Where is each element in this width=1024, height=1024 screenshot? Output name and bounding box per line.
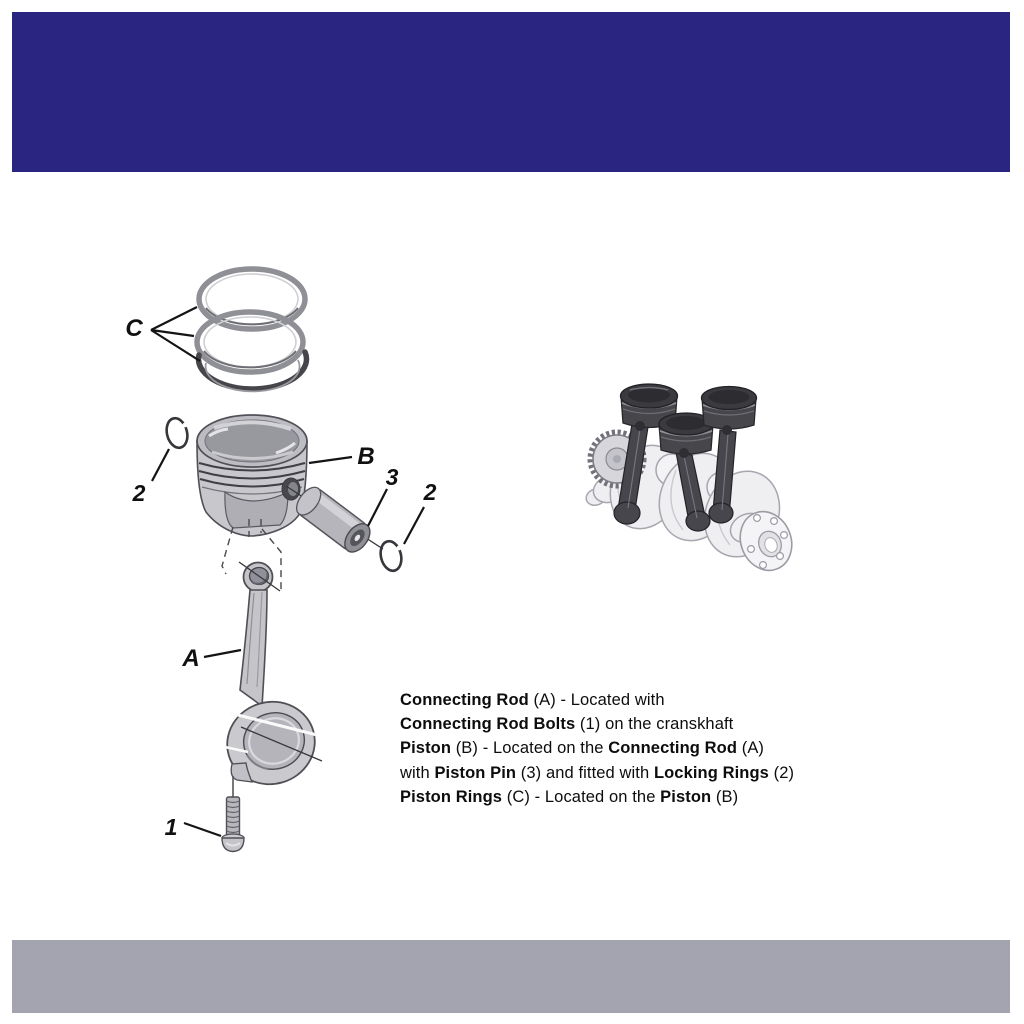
callout-piston [309,443,375,470]
part-name: Piston Rings [400,787,503,806]
description-segment: (3) and fitted with [516,763,654,782]
description-segment: (A) - Located with [528,691,665,709]
part-name: Piston Pin [434,763,517,782]
description-line [400,736,900,760]
description-line [400,712,900,736]
bolt-illustration [222,776,244,852]
piston-rings-illustration [197,269,307,391]
part-name: Piston [400,739,452,758]
locking-ring-right-illustration [378,539,405,573]
callout-connecting-rod [181,645,241,672]
callout-label-piston-rings: C [125,315,143,342]
piston-illustration [197,415,307,536]
description-segment: (B) [711,787,739,806]
description-segment: (A) [737,739,765,758]
description-segment: (B) - Located on the [451,739,609,758]
callout-locking-ring-right [404,479,437,544]
part-name: Connecting Rod Bolts [400,715,576,734]
description-segment: with [400,763,435,782]
callout-label-locking-ring-right: 2 [423,479,437,505]
callout-piston-rings [125,307,200,361]
part-name: Piston [660,787,712,806]
description-segment: (2) [768,763,795,782]
description-line [400,688,900,712]
crankshaft-assembly-illustration [584,384,801,578]
connecting-rod-illustration [217,562,324,795]
callout-label-bolt: 1 [164,814,178,840]
locking-ring-left-illustration [164,416,191,450]
callout-label-connecting-rod: A [182,645,200,672]
description-line [400,785,900,809]
description-text [400,688,900,809]
part-name: Connecting Rod [608,739,738,758]
callout-label-piston-pin: 3 [385,464,399,490]
callout-piston-pin [368,464,399,526]
callout-label-locking-ring-left: 2 [132,480,146,506]
description-segment: (C) - Located on the [502,787,661,806]
description-segment: (1) on the cranskhaft [575,715,734,734]
part-name: Connecting Rod [400,691,529,709]
callout-locking-ring-left [132,449,169,506]
part-name: Locking Rings [653,763,769,782]
description-line [400,761,900,785]
callout-label-piston: B [357,443,375,470]
callout-bolt [165,814,221,840]
